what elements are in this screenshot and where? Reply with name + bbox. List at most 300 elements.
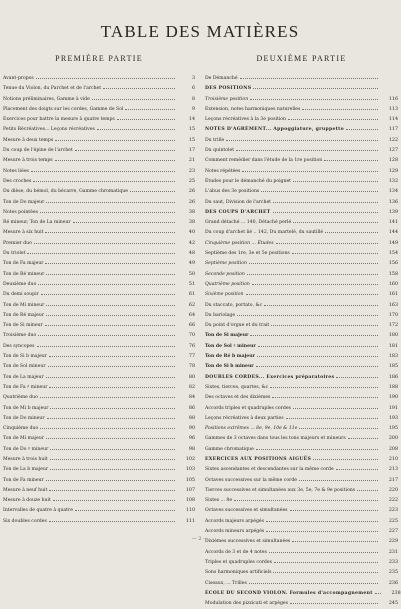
toc-entry-title: Ton de Fa ♯ mineur: [3, 384, 48, 390]
toc-entry-title: Du coup d'archet lié .. 142, Du martelé, du sautillé: [205, 230, 324, 236]
dot-leader: [46, 198, 175, 203]
toc-entry: [205, 558, 398, 568]
toc-entry-title: DES POSITIONS: [205, 86, 252, 92]
toc-entry-title: Seconde position: [205, 271, 245, 277]
toc-entry-page: 134: [388, 189, 398, 195]
toc-entry: [205, 74, 398, 84]
toc-entry: [3, 249, 195, 259]
toc-entry-title: Positions extrêmes ... 8e, 9e, 10e & 11e: [205, 426, 298, 432]
toc-entry: [205, 290, 398, 300]
toc-entry-page: 15: [188, 137, 195, 143]
toc-entry-page: 42: [188, 240, 195, 246]
toc-entry-page: 190: [388, 395, 398, 401]
dot-leader: [226, 136, 378, 141]
toc-entry: [3, 239, 195, 249]
toc-entry-title: Notions préliminaires, Gamme à vide: [3, 96, 90, 102]
toc-entry: [205, 270, 398, 280]
toc-entry-page: 62: [188, 302, 195, 308]
dot-leader: [252, 280, 378, 285]
toc-entry-title: Troisième duo: [3, 333, 37, 339]
dot-leader: [49, 517, 175, 522]
toc-entry-page: 116: [388, 96, 398, 102]
toc-entry: [3, 259, 195, 269]
dot-leader: [40, 393, 175, 398]
dot-leader: [38, 280, 175, 285]
toc-entry: [205, 476, 398, 486]
toc-entry-title: Accords majeurs arpégés: [205, 518, 265, 524]
toc-entry-page: 193: [388, 415, 398, 421]
toc-entry-page: 160: [388, 281, 398, 287]
toc-entry: [3, 424, 195, 434]
toc-entry-title: Ton de Do ♯ mineur: [3, 446, 49, 452]
toc-entry-title: Ton de Ré mineur: [3, 271, 45, 277]
toc-entry-title: Tierces successives et simultanées aux 3e, 5e, 7e & 9e positions: [205, 487, 356, 493]
dot-leader: [50, 445, 175, 450]
toc-entry: [205, 187, 398, 197]
toc-entry-page: 172: [388, 323, 398, 329]
toc-entry: [3, 290, 195, 300]
toc-entry-title: Ton de Si b majeur: [3, 354, 47, 360]
toc-entry-page: 191: [388, 405, 398, 411]
dot-leader: [49, 383, 175, 388]
toc-entry-page: 163: [388, 302, 398, 308]
toc-entry-title: Des syncopes: [3, 343, 35, 349]
toc-entry-title: Notes pointées: [3, 209, 38, 215]
dot-leader: [49, 352, 175, 357]
toc-entry-title: Du point d'orgue et du trait: [205, 323, 270, 329]
dot-leader: [286, 414, 378, 419]
toc-entry: [205, 517, 398, 527]
toc-entry: [3, 404, 195, 414]
toc-entry-page: 64: [188, 312, 195, 318]
toc-entry-page: 136: [388, 199, 398, 205]
second-part-heading: DEUXIÈME PARTIE: [256, 54, 347, 63]
toc-entry: [205, 95, 398, 105]
toc-entry-title: Sixtes ascendantes et descendantes sur la même corde: [205, 467, 334, 473]
toc-entry-page: 23: [188, 168, 195, 174]
dot-leader: [313, 455, 378, 460]
page-title: TABLE DES MATIÈRES: [100, 22, 300, 41]
toc-entry-page: 26: [188, 199, 195, 205]
toc-entry-title: Études pour le démanché du poignet: [205, 178, 292, 184]
toc-entry: [205, 548, 398, 558]
toc-entry-page: 231: [388, 549, 398, 555]
dot-leader: [45, 321, 175, 326]
dot-leader: [357, 486, 378, 491]
toc-entry: [3, 84, 195, 94]
toc-entry-page: 102: [185, 456, 195, 462]
toc-entry: [3, 105, 195, 115]
dot-leader: [34, 239, 175, 244]
toc-entry: [3, 311, 195, 321]
toc-entry-page: 186: [388, 374, 398, 380]
toc-entry-page: 161: [388, 292, 398, 298]
dot-leader: [273, 568, 378, 573]
toc-entry: [3, 455, 195, 465]
toc-entry-title: Septième position: [205, 261, 247, 267]
dot-leader: [125, 105, 175, 110]
toc-entry: [205, 414, 398, 424]
dot-leader: [256, 362, 378, 367]
toc-entry-title: Mesure à deux temps: [3, 137, 54, 143]
toc-entry: [205, 301, 398, 311]
dot-leader: [324, 156, 378, 161]
dot-leader: [346, 125, 378, 130]
dot-leader: [290, 506, 378, 511]
dot-leader: [302, 105, 378, 110]
dot-leader: [50, 465, 175, 470]
toc-entry-title: Grand détaché ... 140, Détaché perlé: [205, 220, 292, 226]
toc-entry-page: 103: [185, 467, 195, 473]
toc-entry-title: Deuxième duo: [3, 281, 37, 287]
toc-entry: [205, 208, 398, 218]
toc-entry: [3, 373, 195, 383]
toc-entry-title: Placement des doigts sur les cordes, Gamme de Sol: [3, 106, 124, 112]
toc-entry-title: Du coup de l'épine de l'archet: [3, 148, 73, 154]
toc-entry: [3, 208, 195, 218]
toc-entry: [3, 321, 195, 331]
toc-entry-title: Sixième position: [205, 292, 244, 298]
dot-leader: [325, 228, 378, 233]
toc-entry: [205, 321, 398, 331]
toc-entry-page: 38: [188, 209, 195, 215]
toc-entry: [205, 84, 398, 94]
toc-entry-page: 128: [388, 158, 398, 164]
toc-entry: [3, 445, 195, 455]
toc-entry-page: 132: [388, 178, 398, 184]
toc-entry-page: 111: [185, 518, 195, 524]
toc-entry: [3, 115, 195, 125]
toc-entry-title: Triples et quadruples cordes: [205, 559, 272, 565]
toc-entry-page: 208: [388, 446, 398, 452]
toc-entry-page: 122: [388, 137, 398, 143]
toc-entry-title: Mesure à six huit: [3, 230, 44, 236]
toc-entry-page: 188: [388, 384, 398, 390]
toc-entry-page: 84: [188, 395, 195, 401]
dot-leader: [117, 115, 175, 120]
dot-leader: [40, 424, 175, 429]
toc-entry-page: 217: [388, 477, 398, 483]
toc-entry: [205, 589, 401, 599]
toc-entry-title: DES COUPS D'ARCHET: [205, 209, 271, 215]
dot-leader: [257, 352, 378, 357]
dot-leader: [249, 579, 378, 584]
toc-entry: [205, 177, 398, 187]
toc-entry-title: NOTES D'AGRÉMENT... Appoggiature, gruppetto: [205, 127, 344, 133]
dot-leader: [103, 84, 175, 89]
dot-leader: [236, 146, 378, 151]
toc-entry-page: 139: [388, 209, 398, 215]
toc-entry-title: Ton de Sol mineur: [3, 364, 46, 370]
toc-entry-title: Accords mineurs arpégés: [205, 529, 265, 535]
dot-leader: [73, 218, 175, 223]
toc-entry-page: 15: [188, 127, 195, 133]
toc-entry-page: 48: [188, 251, 195, 257]
toc-entry-page: 129: [388, 168, 398, 174]
toc-entry-title: Mesure à neuf huit: [3, 487, 48, 493]
toc-entry-title: Ton de Fa majeur: [3, 261, 44, 267]
dot-leader: [258, 342, 378, 347]
toc-entry-page: 90: [188, 426, 195, 432]
toc-entry-page: 9: [191, 106, 195, 112]
dot-leader: [49, 486, 175, 491]
toc-entry-title: Du staccato, portato, &c: [205, 302, 263, 308]
toc-entry: [3, 393, 195, 403]
toc-entry: [205, 218, 398, 228]
toc-entry-title: Quatrième position: [205, 281, 250, 287]
toc-entry-page: 82: [188, 384, 195, 390]
toc-entry: [205, 167, 398, 177]
first-part-heading: PREMIÈRE PARTIE: [55, 54, 143, 63]
toc-entry-title: Cinquième duo: [3, 426, 39, 432]
dot-leader: [290, 599, 378, 604]
toc-entry-page: 227: [388, 529, 398, 535]
dot-leader: [271, 321, 378, 326]
toc-entry: [3, 146, 195, 156]
toc-entry: [3, 301, 195, 311]
dot-leader: [293, 404, 378, 409]
toc-entry-title: Sixtes ... 8e: [205, 498, 233, 504]
toc-entry-page: 235: [388, 570, 398, 576]
dot-leader: [264, 301, 378, 306]
toc-entry-page: 229: [388, 539, 398, 545]
toc-entry-page: 25: [188, 178, 195, 184]
toc-entry: [205, 125, 398, 135]
toc-entry-page: 210: [388, 456, 398, 462]
toc-entry: [3, 331, 195, 341]
second-part-column: [205, 54, 401, 609]
toc-entry: [3, 228, 195, 238]
toc-entry-page: 80: [188, 374, 195, 380]
dot-leader: [75, 146, 175, 151]
toc-entry-page: 17: [188, 148, 195, 154]
dot-leader: [40, 208, 175, 213]
toc-entry-title: L'abus des 3e positions: [205, 189, 260, 195]
toc-entry-title: Cinquième position ... Études: [205, 240, 274, 246]
toc-entry-page: 149: [388, 240, 398, 246]
first-part-column: [3, 54, 195, 527]
toc-entry-page: 113: [388, 106, 398, 112]
toc-entry-page: 144: [388, 230, 398, 236]
toc-entry-page: 38: [188, 220, 195, 226]
toc-entry-title: Troisième position: [205, 96, 249, 102]
toc-entry-title: Sixtes, tierces, quartes, &c: [205, 384, 269, 390]
dot-leader: [46, 434, 175, 439]
toc-entry-title: De Démanché: [205, 76, 238, 81]
toc-entry-page: 78: [188, 364, 195, 370]
toc-entry-page: 141: [388, 220, 398, 226]
toc-entry-title: EXERCICES AUX POSITIONS AIGUËS: [205, 456, 312, 462]
dot-leader: [27, 249, 175, 254]
toc-entry-page: 156: [388, 261, 398, 267]
toc-entry-title: Gammes de 3 octaves dans tous les tons majeurs et mineurs: [205, 436, 346, 442]
toc-entry-title: Comment remédier dans l'étude de la 1re position: [205, 158, 323, 164]
toc-entry-title: Ton de Ré b majeur: [205, 354, 255, 360]
dot-leader: [37, 342, 176, 347]
dot-leader: [348, 434, 378, 439]
dot-leader: [50, 455, 175, 460]
toc-entry: [3, 414, 195, 424]
toc-entry-title: Premier duo: [3, 240, 32, 246]
toc-entry-page: 183: [388, 354, 398, 360]
toc-entry-title: Octaves successives et simultanées: [205, 508, 288, 514]
toc-entry-title: Mesure à trois temps: [3, 158, 53, 164]
dot-leader: [46, 373, 175, 378]
toc-entry-title: Exercices pour battre la mesure à quatre temps: [3, 117, 115, 123]
toc-entry-title: Notes liées: [3, 168, 29, 174]
page-footer: — 2 —: [191, 536, 209, 542]
toc-entry-title: Ton de La b majeur: [3, 467, 49, 473]
dot-leader: [31, 167, 175, 172]
dot-leader: [246, 290, 378, 295]
toc-entry: [3, 187, 195, 197]
toc-entry-title: Du demi soupir: [3, 292, 39, 298]
toc-entry-page: 50: [188, 271, 195, 277]
toc-entry-page: 86: [188, 405, 195, 411]
toc-entry: [205, 424, 398, 434]
toc-entry-page: 222: [388, 498, 398, 504]
dot-leader: [375, 589, 381, 594]
toc-entry-title: Des octaves et des dixièmes: [205, 395, 271, 401]
dot-leader: [293, 218, 378, 223]
toc-entry-title: Ton de Sol ♯ mineur: [205, 343, 256, 349]
toc-entry: [3, 476, 195, 486]
toc-entry: [205, 146, 398, 156]
dot-leader: [269, 548, 378, 553]
toc-entry-page: 6: [191, 86, 195, 92]
toc-entry-title: Ton de Si b mineur: [205, 364, 254, 370]
toc-entry: [3, 465, 195, 475]
toc-entry-page: 238: [391, 590, 401, 596]
toc-entry-page: 77: [188, 354, 195, 360]
toc-entry-title: Ré mineur, Ton de La mineur: [3, 220, 71, 226]
toc-entry: [3, 383, 195, 393]
toc-entry: [205, 259, 398, 269]
dot-leader: [274, 558, 378, 563]
dot-leader: [293, 177, 378, 182]
dot-leader: [38, 331, 175, 336]
dot-leader: [256, 445, 378, 450]
dot-leader: [75, 506, 175, 511]
toc-entry: [205, 136, 398, 146]
toc-entry-title: Ton de Mi b majeur: [3, 405, 49, 411]
toc-entry-title: Ciseaux, ... Trilles: [205, 580, 247, 586]
toc-entry-page: 245: [388, 601, 398, 607]
toc-entry-page: 236: [388, 580, 398, 586]
toc-entry-title: Modulation des pizzicati et arpèges: [205, 601, 288, 607]
toc-entry: [3, 352, 195, 362]
dot-leader: [45, 259, 175, 264]
dot-leader: [55, 156, 175, 161]
toc-entry: [3, 167, 195, 177]
toc-entry-title: Dixièmes successives et simultanées: [205, 539, 291, 545]
toc-entry: [205, 198, 398, 208]
toc-entry: [3, 156, 195, 166]
toc-entry-page: 180: [388, 333, 398, 339]
toc-entry: [205, 506, 398, 516]
toc-entry: [205, 228, 398, 238]
toc-entry: [205, 393, 398, 403]
toc-entry-title: ÉCOLE DU SECOND VIOLON. Formules d'accompagnement: [205, 590, 373, 596]
toc-entry-title: Extension, notes harmoniques naturelles: [205, 106, 301, 112]
toc-entry-page: 185: [388, 364, 398, 370]
toc-entry: [205, 105, 398, 115]
toc-entry: [205, 404, 398, 414]
toc-entry-page: 49: [188, 261, 195, 267]
dot-leader: [47, 414, 175, 419]
dot-leader: [270, 383, 378, 388]
toc-entry-title: Petits Récréatives... Leçons récréatives: [3, 127, 95, 133]
toc-entry-title: Ton de La majeur: [3, 374, 44, 380]
toc-entry-title: Du dièse, du bémol, du bécarre, Gamme chromatique: [3, 189, 128, 195]
toc-entry: [3, 74, 195, 84]
toc-entry: [3, 177, 195, 187]
toc-entry-page: 213: [388, 467, 398, 473]
toc-entry-title: Du saut, Division de l'archet: [205, 199, 272, 205]
dot-leader: [266, 517, 378, 522]
toc-entry-title: Accords triples et quadruples cordes: [205, 405, 291, 411]
toc-entry: [205, 445, 398, 455]
toc-entry-page: 110: [185, 508, 195, 514]
dot-leader: [299, 424, 378, 429]
dot-leader: [250, 331, 378, 336]
toc-entry-page: 181: [388, 343, 398, 349]
toc-entry-page: 127: [388, 148, 398, 154]
toc-entry-title: Ton de Mi majeur: [3, 436, 45, 442]
dot-leader: [46, 476, 175, 481]
toc-entry-title: Ton de Do mineur: [3, 415, 45, 421]
toc-entry-title: Accords de 3 et de 4 notes: [205, 549, 267, 555]
toc-entry: [205, 486, 398, 496]
toc-entry: [205, 331, 398, 341]
toc-entry-page: 76: [188, 343, 195, 349]
dot-leader: [45, 228, 175, 233]
toc-entry-page: 200: [388, 436, 398, 442]
dot-leader: [288, 115, 378, 120]
toc-entry-title: Ton de Si mineur: [3, 323, 43, 329]
toc-entry-title: Six doubles cordes: [3, 518, 47, 524]
toc-entry: [3, 270, 195, 280]
dot-leader: [276, 239, 378, 244]
dot-leader: [273, 198, 378, 203]
dot-leader: [261, 187, 378, 192]
toc-entry-title: Leçons récréatives à deux parties: [205, 415, 284, 421]
toc-entry: [205, 568, 398, 578]
toc-entry: [3, 125, 195, 135]
dot-leader: [250, 95, 378, 100]
dot-leader: [273, 208, 378, 213]
toc-entry: [3, 198, 195, 208]
toc-entry: [205, 579, 398, 589]
dot-leader: [48, 362, 175, 367]
dot-leader: [97, 125, 175, 130]
toc-entry-page: 225: [388, 518, 398, 524]
toc-entry-title: Mesure à douze huit: [3, 498, 51, 504]
toc-entry: [205, 383, 398, 393]
toc-entry: [205, 434, 398, 444]
toc-entry-title: Ton de Si majeur: [205, 333, 249, 339]
toc-entry: [205, 249, 398, 259]
dot-leader: [46, 301, 175, 306]
toc-entry-page: 96: [188, 436, 195, 442]
dot-leader: [92, 95, 175, 100]
first-part-entries: [3, 74, 195, 527]
dot-leader: [242, 167, 378, 172]
toc-entry-page: 8: [191, 96, 195, 102]
dot-leader: [41, 290, 175, 295]
toc-entry-page: 220: [388, 487, 398, 493]
toc-entry-title: DOUBLES CORDES... Exercices préparatoires: [205, 374, 335, 380]
